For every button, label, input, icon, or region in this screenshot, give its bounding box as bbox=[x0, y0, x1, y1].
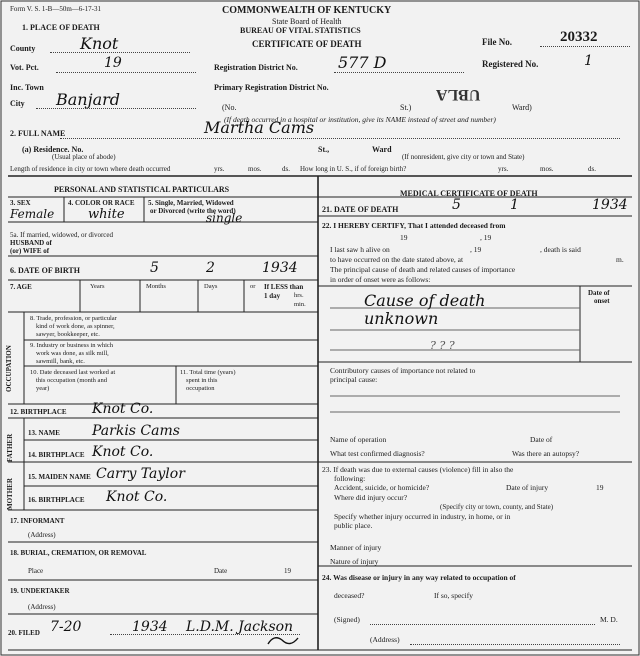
injury-place-note: (Specify city or town, county, and State) bbox=[440, 503, 554, 511]
less-hrs: hrs. bbox=[294, 292, 304, 299]
county-value: Knot bbox=[80, 34, 119, 53]
registrar-signature: L.D.M. Jackson bbox=[186, 619, 294, 635]
burial-year-label: 19 bbox=[284, 567, 291, 575]
certificate-title: CERTIFICATE OF DEATH bbox=[252, 39, 362, 49]
last-saw-19: , 19 bbox=[470, 245, 482, 254]
occ10-line1: 10. Date deceased last worked at bbox=[30, 369, 116, 376]
occurred-m: m. bbox=[616, 255, 624, 264]
filed-date: 7-20 bbox=[50, 619, 82, 635]
length-mos: mos. bbox=[248, 165, 262, 173]
usual-abode-note: (Usual place of abode) bbox=[52, 153, 116, 161]
length-residence-label: Length of residence in city or town where death occurred bbox=[10, 165, 171, 173]
marital-label-2: or Divorced (write the word) bbox=[150, 207, 236, 215]
occ11-line3: occupation bbox=[186, 385, 215, 392]
physician-address-line bbox=[410, 644, 620, 645]
maiden-name-value: Carry Taylor bbox=[96, 466, 185, 482]
last-saw-text: I last saw h alive on bbox=[330, 245, 390, 254]
dod-month: 5 bbox=[452, 197, 461, 213]
undertaker-label: 19. UNDERTAKER bbox=[10, 587, 70, 595]
burial-date-label: Date bbox=[214, 567, 228, 575]
full-name-value: Martha Cams bbox=[204, 118, 315, 137]
length-yrs: yrs. bbox=[214, 165, 225, 173]
dod-year: 1934 bbox=[592, 197, 628, 213]
informant-label: 17. INFORMANT bbox=[10, 517, 65, 525]
physician-address-label: (Address) bbox=[370, 635, 400, 644]
form-number: Form V. S. 1-B—50m—6-17-31 bbox=[10, 5, 101, 13]
injury-date-label: Date of injury bbox=[506, 483, 549, 492]
mother-birthplace-value: Knot Co. bbox=[106, 489, 168, 505]
injury-place-label: Where did injury occur? bbox=[334, 493, 408, 502]
diagnosis-label: What test confirmed diagnosis? bbox=[330, 449, 425, 458]
burial-place-label: Place bbox=[28, 567, 44, 575]
residence-label: (a) Residence. No. bbox=[22, 145, 84, 154]
race-value: white bbox=[88, 207, 125, 222]
reg-district-label: Registration District No. bbox=[214, 63, 298, 72]
file-number: 20332 bbox=[560, 29, 598, 45]
place-section-label: 1. PLACE OF DEATH bbox=[22, 23, 100, 32]
inc-town-label: Inc. Town bbox=[10, 83, 44, 92]
primary-district-label: Primary Registration District No. bbox=[214, 83, 329, 92]
street-label: St.) bbox=[400, 103, 412, 112]
onset-label: onset bbox=[594, 297, 610, 305]
nature-label: Nature of injury bbox=[330, 557, 379, 566]
onset-order-text: in order of onset were as follows: bbox=[330, 275, 431, 284]
filed-year: 1934 bbox=[132, 619, 168, 635]
occupation-side-label: OCCUPATION bbox=[5, 345, 13, 392]
md-label: M. D. bbox=[600, 615, 618, 624]
reg-district-line bbox=[334, 72, 464, 73]
occ10-line2: this occupation (month and bbox=[36, 377, 107, 384]
registered-label: Registered No. bbox=[482, 59, 539, 69]
length-ds: ds. bbox=[282, 165, 290, 173]
injury-year-label: 19 bbox=[596, 483, 604, 492]
marital-label: 5. Single, Married, Widowed bbox=[148, 199, 234, 207]
age-days-label: Days bbox=[204, 283, 218, 290]
race-label: 4. COLOR OR RACE bbox=[68, 199, 135, 207]
occ10-line3: year) bbox=[36, 385, 50, 392]
less-min: min. bbox=[294, 301, 306, 308]
how-long-ds: ds. bbox=[588, 165, 596, 173]
contributory-label-2: principal cause: bbox=[330, 375, 378, 384]
dod-day: 1 bbox=[510, 197, 519, 213]
certify-from-19: 19 bbox=[400, 233, 408, 242]
city-line bbox=[36, 108, 196, 109]
occ9-line2: work was done, as silk mill, bbox=[36, 350, 109, 357]
county-line bbox=[50, 52, 190, 53]
autopsy-label: Was there an autopsy? bbox=[512, 449, 580, 458]
age-months-label: Months bbox=[146, 283, 166, 290]
ward-label: Ward) bbox=[512, 103, 532, 112]
external-following: following: bbox=[334, 474, 366, 483]
occ9-line3: sawmill, bank, etc. bbox=[36, 358, 85, 365]
city-value: Banjard bbox=[56, 90, 120, 109]
vot-label: Vot. Pct. bbox=[10, 63, 39, 72]
registered-number: 1 bbox=[584, 53, 593, 69]
father-name-value: Parkis Cams bbox=[92, 423, 180, 439]
how-long-label: How long in U. S., if of foreign birth? bbox=[300, 165, 407, 173]
dod-label: 21. DATE OF DEATH bbox=[322, 205, 399, 214]
filing-stamp: UBLA bbox=[436, 86, 481, 103]
q24-specify: If so, specify bbox=[434, 591, 473, 600]
father-birthplace-value: Knot Co. bbox=[92, 444, 154, 460]
vot-line bbox=[56, 72, 196, 73]
personal-title: PERSONAL AND STATISTICAL PARTICULARS bbox=[54, 185, 230, 194]
filed-line bbox=[110, 634, 300, 635]
accident-label: Accident, suicide, or homicide? bbox=[334, 483, 430, 492]
birthplace-label: 12. BIRTHPLACE bbox=[10, 408, 67, 416]
full-name-line bbox=[60, 138, 620, 139]
injury-industry-label: Specify whether injury occurred in industry, in home, or in bbox=[334, 512, 511, 521]
contributory-label: Contributory causes of importance not related to bbox=[330, 366, 476, 375]
age-years-label: Years bbox=[90, 283, 105, 290]
spouse-label: 5a. If married, widowed, or divorced bbox=[10, 231, 114, 239]
residence-st-label: St., bbox=[318, 145, 330, 154]
informant-address-label: (Address) bbox=[28, 531, 56, 539]
father-name-label: 13. NAME bbox=[28, 429, 60, 437]
external-causes-label: 23. If death was due to external causes (violence) fill in also the bbox=[322, 465, 514, 474]
occ8-line2: kind of work done, as spinner, bbox=[36, 323, 115, 330]
cause-of-death: Cause of death unknown bbox=[364, 291, 486, 328]
principal-cause-text: The principal cause of death and related causes of importance bbox=[330, 265, 516, 274]
dob-label: 6. DATE OF BIRTH bbox=[10, 266, 80, 275]
file-number-line bbox=[540, 46, 630, 47]
full-name-label: 2. FULL NAME bbox=[10, 129, 66, 138]
cause-mark: ? ? ? bbox=[430, 339, 455, 352]
occ11-line2: spent in this bbox=[186, 377, 218, 384]
occ11-line1: 11. Total time (years) bbox=[180, 369, 236, 376]
sex-label: 3. SEX bbox=[10, 199, 31, 207]
file-number-label: File No. bbox=[482, 37, 512, 47]
undertaker-address-label: (Address) bbox=[28, 603, 56, 611]
q24-label: 24. Was disease or injury in any way related to occupation of bbox=[322, 573, 516, 582]
residence-ward-label: Ward bbox=[372, 145, 392, 154]
signed-label: (Signed) bbox=[334, 615, 360, 624]
marital-value: single bbox=[206, 211, 243, 225]
city-label: City bbox=[10, 99, 25, 108]
mother-birthplace-label: 16. BIRTHPLACE bbox=[28, 496, 85, 504]
board-name: State Board of Health bbox=[272, 17, 342, 26]
certify-text: 22. I HEREBY CERTIFY, That I attended deceased from bbox=[322, 221, 506, 230]
manner-label: Manner of injury bbox=[330, 543, 382, 552]
bureau-name: BUREAU OF VITAL STATISTICS bbox=[240, 26, 361, 35]
sex-value: Female bbox=[10, 207, 55, 221]
street-no-label: (No. bbox=[222, 103, 237, 112]
burial-label: 18. BURIAL, CREMATION, OR REMOVAL bbox=[10, 549, 147, 557]
commonwealth-title: COMMONWEALTH OF KENTUCKY bbox=[222, 5, 392, 16]
hospital-note: (If death occurred in a hospital or institution, give its NAME instead of street and number) bbox=[224, 115, 496, 124]
father-birthplace-label: 14. BIRTHPLACE bbox=[28, 451, 85, 459]
less-one-day: 1 day bbox=[264, 292, 281, 300]
vot-value: 19 bbox=[104, 55, 122, 71]
registrar-flourish bbox=[268, 638, 298, 644]
certify-to-19: , 19 bbox=[480, 233, 492, 242]
less-than-label: If LESS than bbox=[264, 283, 304, 291]
wife-label: (or) WIFE of bbox=[10, 247, 50, 255]
how-long-mos: mos. bbox=[540, 165, 554, 173]
occ9-line1: 9. Industry or business in which bbox=[30, 342, 114, 349]
q24-deceased: deceased? bbox=[334, 591, 365, 600]
age-label: 7. AGE bbox=[10, 283, 32, 291]
medical-title: MEDICAL CERTIFICATE OF DEATH bbox=[400, 189, 538, 198]
birthplace-value: Knot Co. bbox=[92, 401, 154, 417]
how-long-yrs: yrs. bbox=[498, 165, 509, 173]
age-or-label: or bbox=[250, 283, 256, 290]
injury-public-label: public place. bbox=[334, 521, 373, 530]
father-side-label: FATHER bbox=[6, 433, 14, 462]
operation-label: Name of operation bbox=[330, 435, 387, 444]
husband-label: HUSBAND of bbox=[10, 239, 52, 247]
county-label: County bbox=[10, 44, 36, 53]
filed-label: 20. FILED bbox=[8, 629, 40, 637]
dob-month: 5 bbox=[150, 260, 159, 276]
occ8-line3: sawyer, bookkeeper, etc. bbox=[36, 331, 100, 338]
dob-day: 2 bbox=[206, 260, 215, 276]
date-onset-label: Date of bbox=[588, 289, 610, 297]
death-said-text: , death is said bbox=[540, 245, 581, 254]
mother-side-label: MOTHER bbox=[6, 478, 14, 510]
operation-date-label: Date of bbox=[530, 435, 553, 444]
nonresident-note: (If nonresident, give city or town and State) bbox=[402, 153, 525, 161]
occ8-line1: 8. Trade, profession, or particular bbox=[30, 315, 117, 322]
dob-year: 1934 bbox=[262, 260, 298, 276]
occurred-text: to have occurred on the date stated above, at bbox=[330, 255, 464, 264]
signed-line bbox=[370, 624, 595, 625]
maiden-name-label: 15. MAIDEN NAME bbox=[28, 473, 91, 481]
reg-district-value: 577 D bbox=[338, 53, 387, 72]
